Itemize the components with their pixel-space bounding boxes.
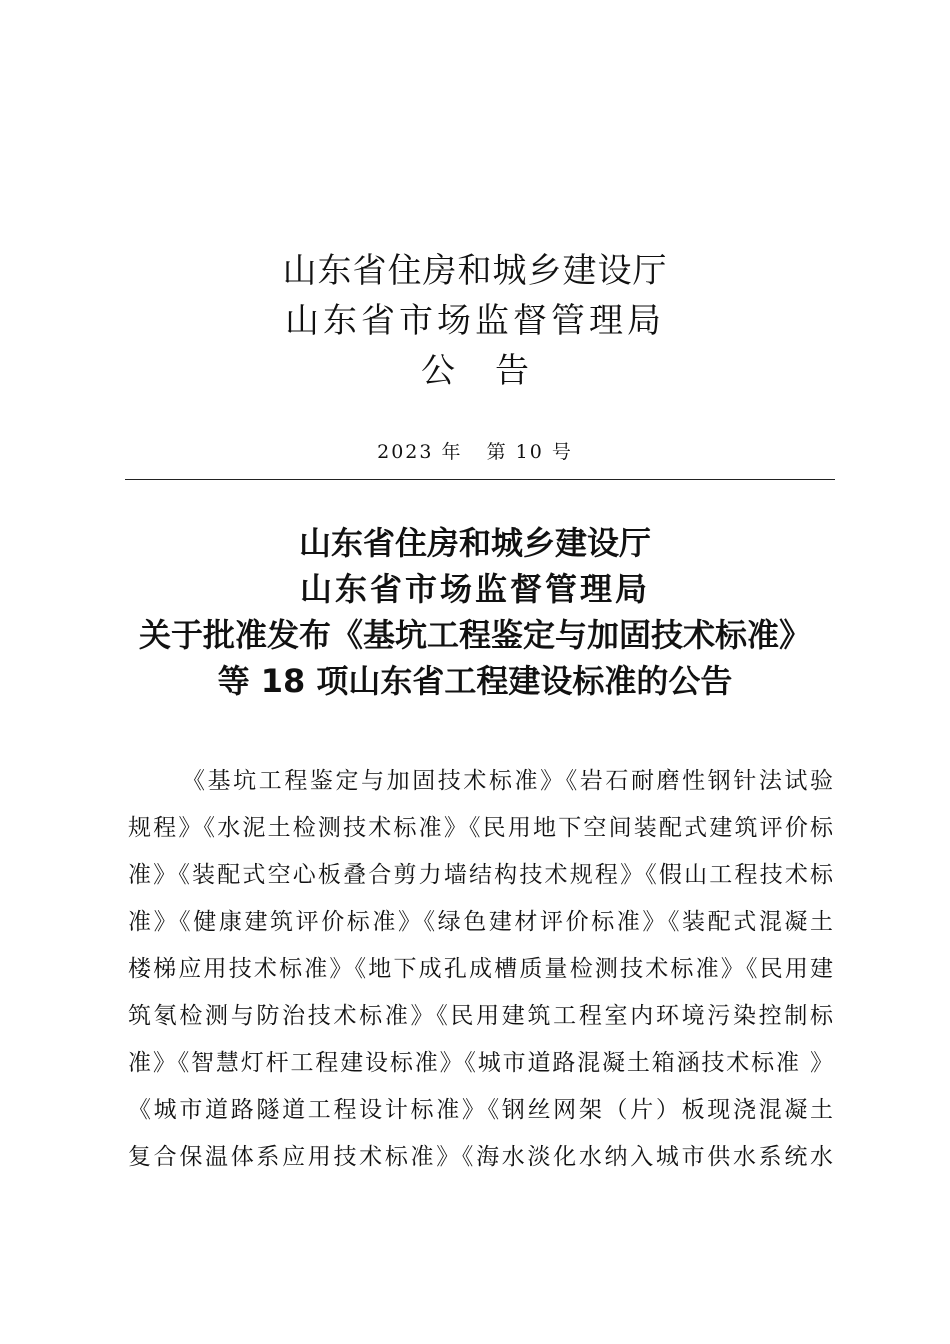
body-line: 准》《装配式空心板叠合剪力墙结构技术规程》《假山工程技术标 [128, 862, 833, 888]
body-paragraph [128, 758, 833, 1181]
body-line: 楼梯应用技术标准》《地下成孔成槽质量检测技术标准》《民用建 [128, 956, 833, 982]
body-line: 准》《智慧灯杆工程建设标准》《城市道路混凝土箱涵技术标准 》 [128, 1050, 833, 1076]
document-title [0, 520, 950, 704]
body-line: 筑氡检测与防治技术标准》《民用建筑工程室内环境污染控制标 [128, 1003, 833, 1029]
body-line: 准》《健康建筑评价标准》《绿色建材评价标准》《装配式混凝土 [128, 909, 833, 935]
issuer-header [0, 246, 950, 396]
body-line: 《基坑工程鉴定与加固技术标准》《岩石耐磨性钢针法试验 [182, 768, 833, 794]
issue-number: 2023 年 第 10 号 [377, 441, 573, 463]
notice-label: 公告 [421, 351, 569, 391]
body-line: 复合保温体系应用技术标准》《海水淡化水纳入城市供水系统水 [128, 1144, 833, 1170]
issuer-name-housing: 山东省住房和城乡建设厅 [282, 251, 668, 291]
title-line-4: 等 18 项山东省工程建设标准的公告 [217, 662, 733, 700]
title-line-3: 关于批准发布《基坑工程鉴定与加固技术标准》 [138, 616, 811, 654]
body-line: 《城市道路隧道工程设计标准》《钢丝网架（片）板现浇混凝土 [128, 1097, 833, 1123]
issuer-name-market: 山东省市场监督管理局 [285, 301, 665, 341]
title-line-1: 山东省住房和城乡建设厅 [298, 524, 651, 562]
title-line-2: 山东省市场监督管理局 [299, 570, 650, 608]
header-divider [125, 479, 835, 480]
body-line: 规程》《水泥土检测技术标准》《民用地下空间装配式建筑评价标 [128, 815, 833, 841]
